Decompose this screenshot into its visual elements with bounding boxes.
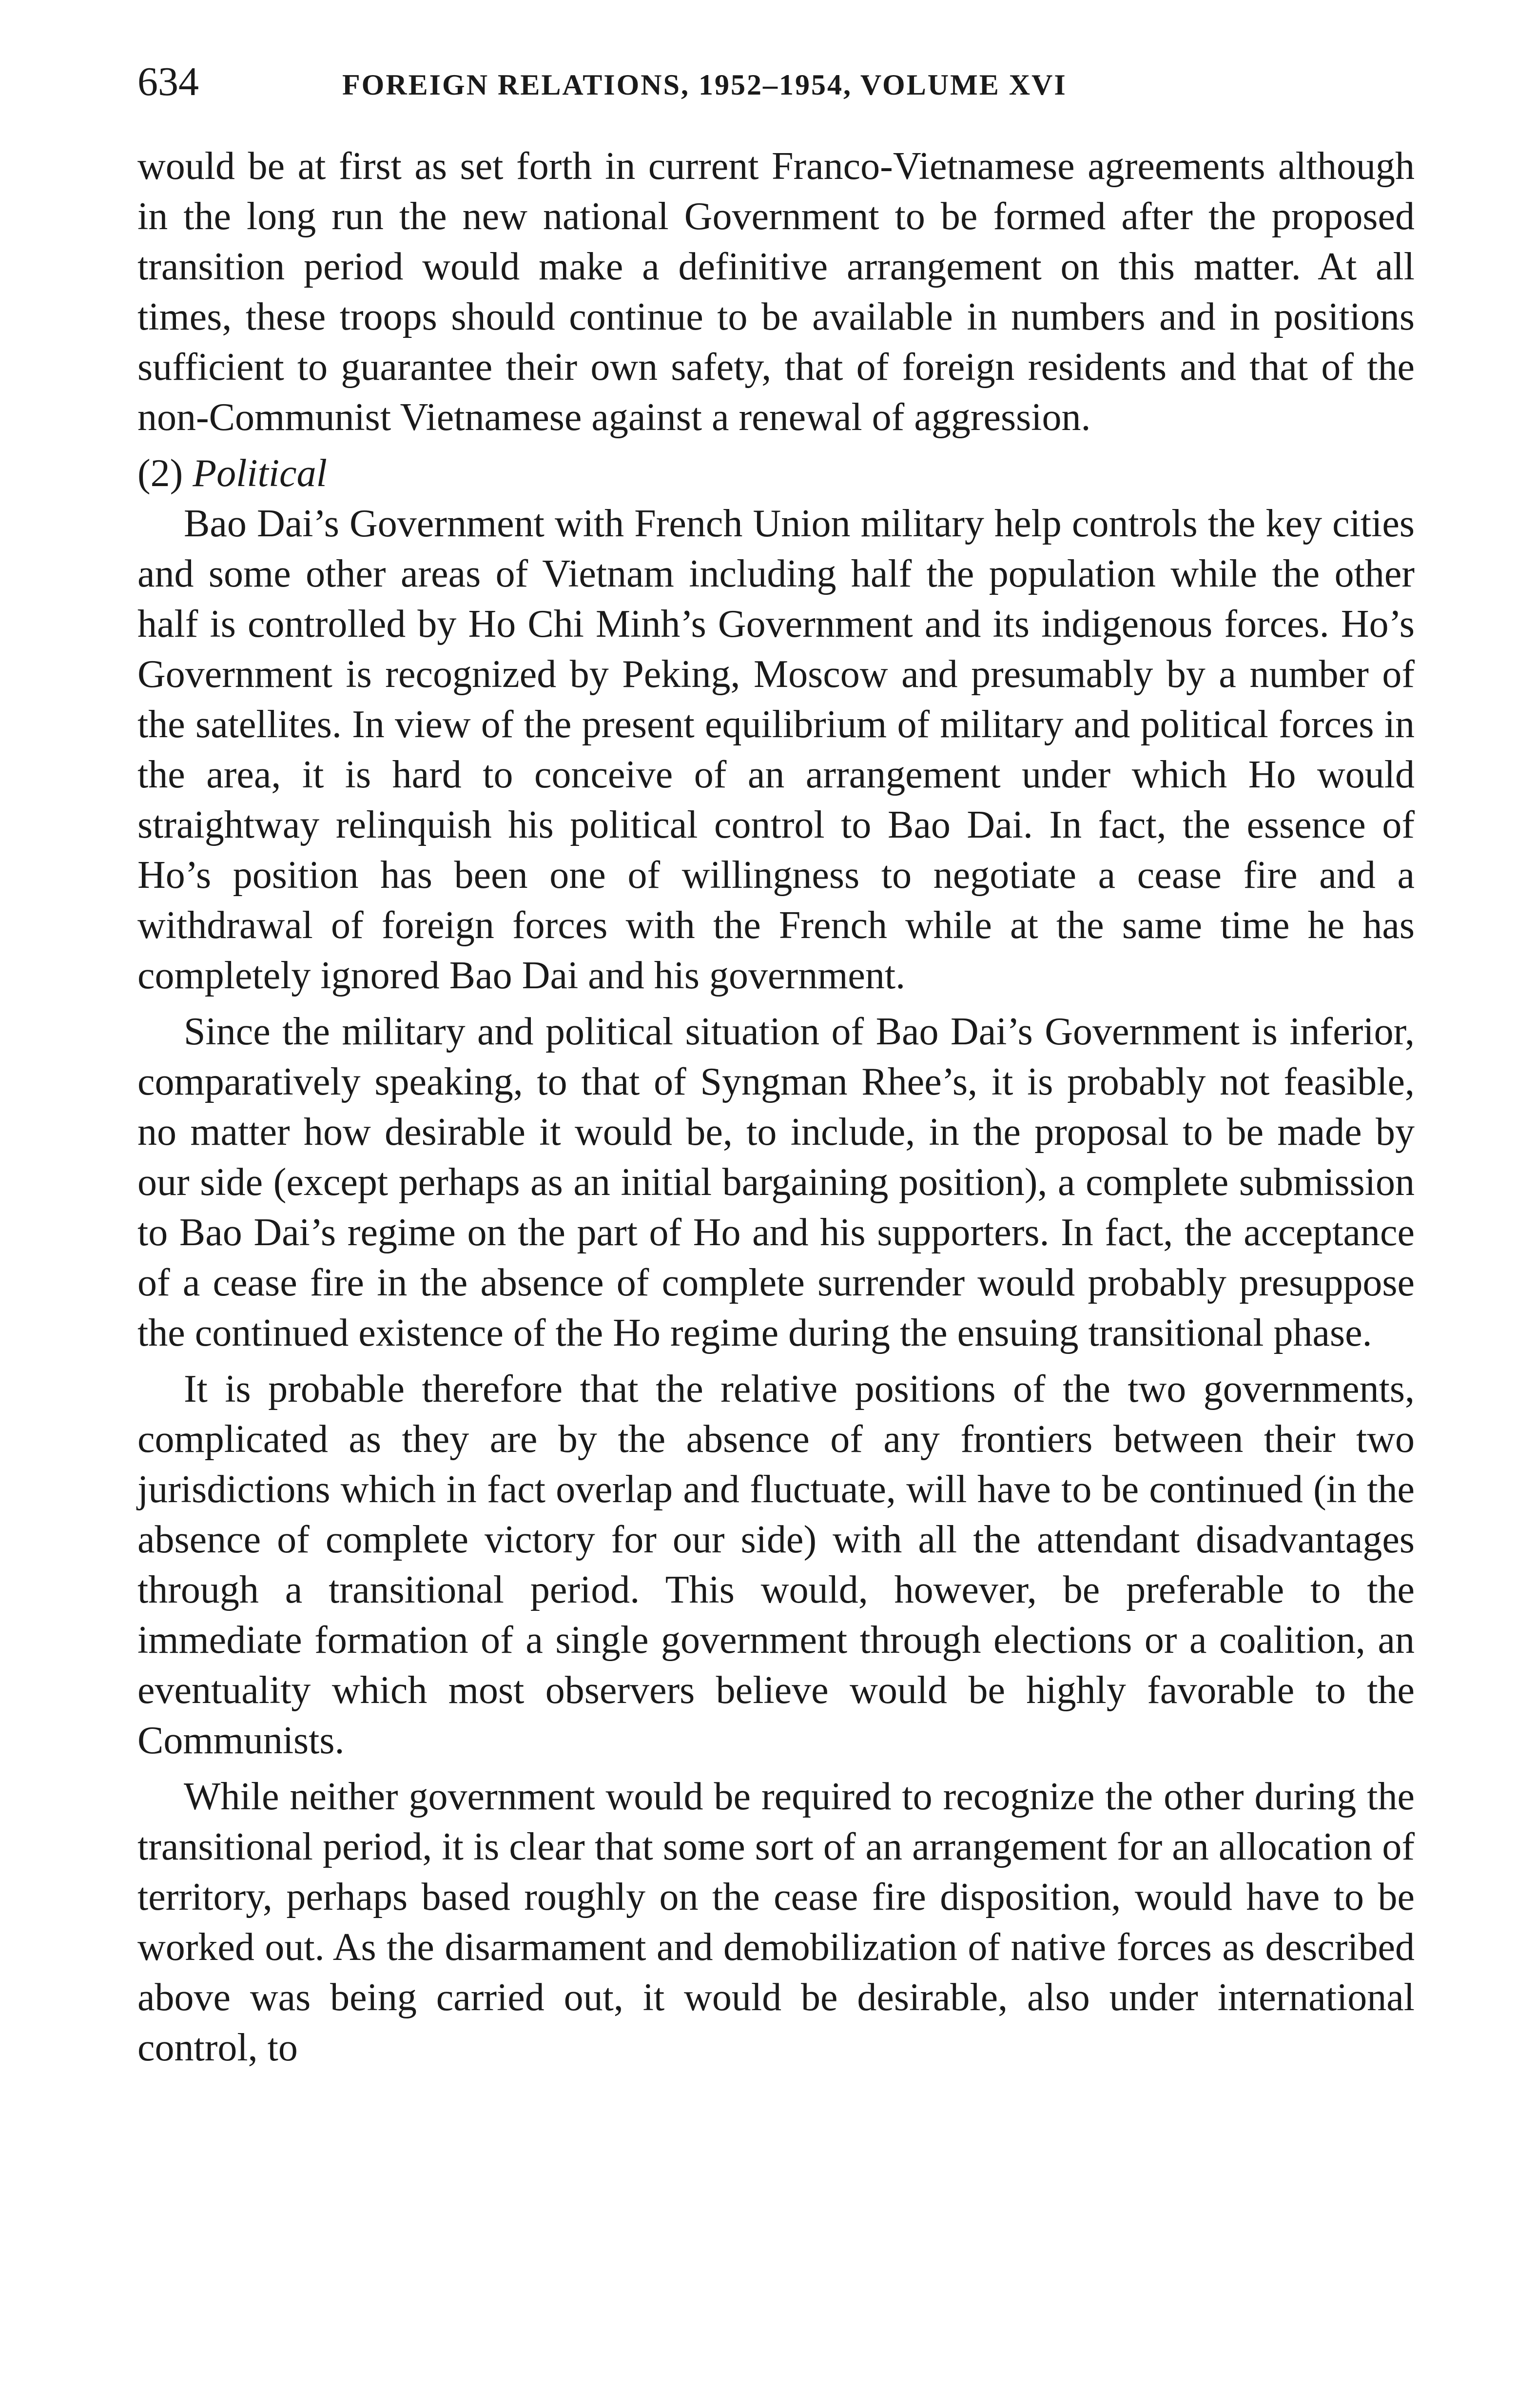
paragraph: It is probable therefore that the relative positions of the two governments, complicated as they are by the absence of any frontiers between their two jurisdictions which in fact overlap and fluctuate, will have to be continued (in the absence of complete victory for our side) with all the attendant disadvantages through a transitional period. This would, however, be preferable to the immediate formation of a single government through elections or a coalition, an eventuality which most observers believe would be highly favorable to the Communists. — [137, 1368, 1415, 1762]
page-header — [137, 53, 1415, 111]
page-number: 634 — [137, 59, 199, 104]
paragraph: Since the military and political situation of Bao Dai’s Government is inferior, comparatively speaking, to that of Syngman Rhee’s, it is probably not feasible, no matter how desirable it would be, to include, in the proposal to be made by our side (except perhaps as an initial bargaining position), a complete submission to Bao Dai’s regime on the part of Ho and his supporters. In fact, the acceptance of a cease fire in the absence of complete surrender would probably presuppose the continued existence of the Ho regime during the ensuing transitional phase. — [137, 1010, 1415, 1354]
section-title: Political — [193, 452, 327, 495]
body-text — [137, 141, 1415, 2079]
paragraph: While neither government would be required to recognize the other during the transitional period, it is clear that some sort of an arrangement for an allocation of territory, perhaps based roughly on the cease fire disposition, would have to be worked out. As the disarmament and demobilization of native forces as described above was being carried out, it would be desirable, also under international control, to — [137, 1775, 1415, 2069]
paragraph: Bao Dai’s Government with French Union military help controls the key cities and some other areas of Vietnam including half the population while the other half is controlled by Ho Chi Minh’s Government and its indigenous forces. Ho’s Government is recognized by Peking, Moscow and presumably by a number of the satellites. In view of the present equilibrium of military and political forces in the area, it is hard to conceive of an arrangement under which Ho would straightway relinquish his political control to Bao Dai. In fact, the essence of Ho’s position has been one of willingness to negotiate a cease fire and a withdrawal of foreign forces with the French while at the same time he has completely ignored Bao Dai and his government. — [137, 502, 1415, 997]
running-head: FOREIGN RELATIONS, 1952–1954, VOLUME XVI — [342, 69, 1067, 101]
section-heading — [137, 449, 1415, 499]
paragraph-continued: would be at first as set forth in current Franco-Vietnamese agreements although in the long run the new national Government to be formed after the proposed transition period would make a definitive arrangement on this matter. At all times, these troops should continue to be available in numbers and in positions sufficient to guarantee their own safety, that of foreign residents and that of the non-Communist Vietnamese against a renewal of aggression. — [137, 145, 1415, 439]
section-number: (2) — [137, 452, 183, 495]
